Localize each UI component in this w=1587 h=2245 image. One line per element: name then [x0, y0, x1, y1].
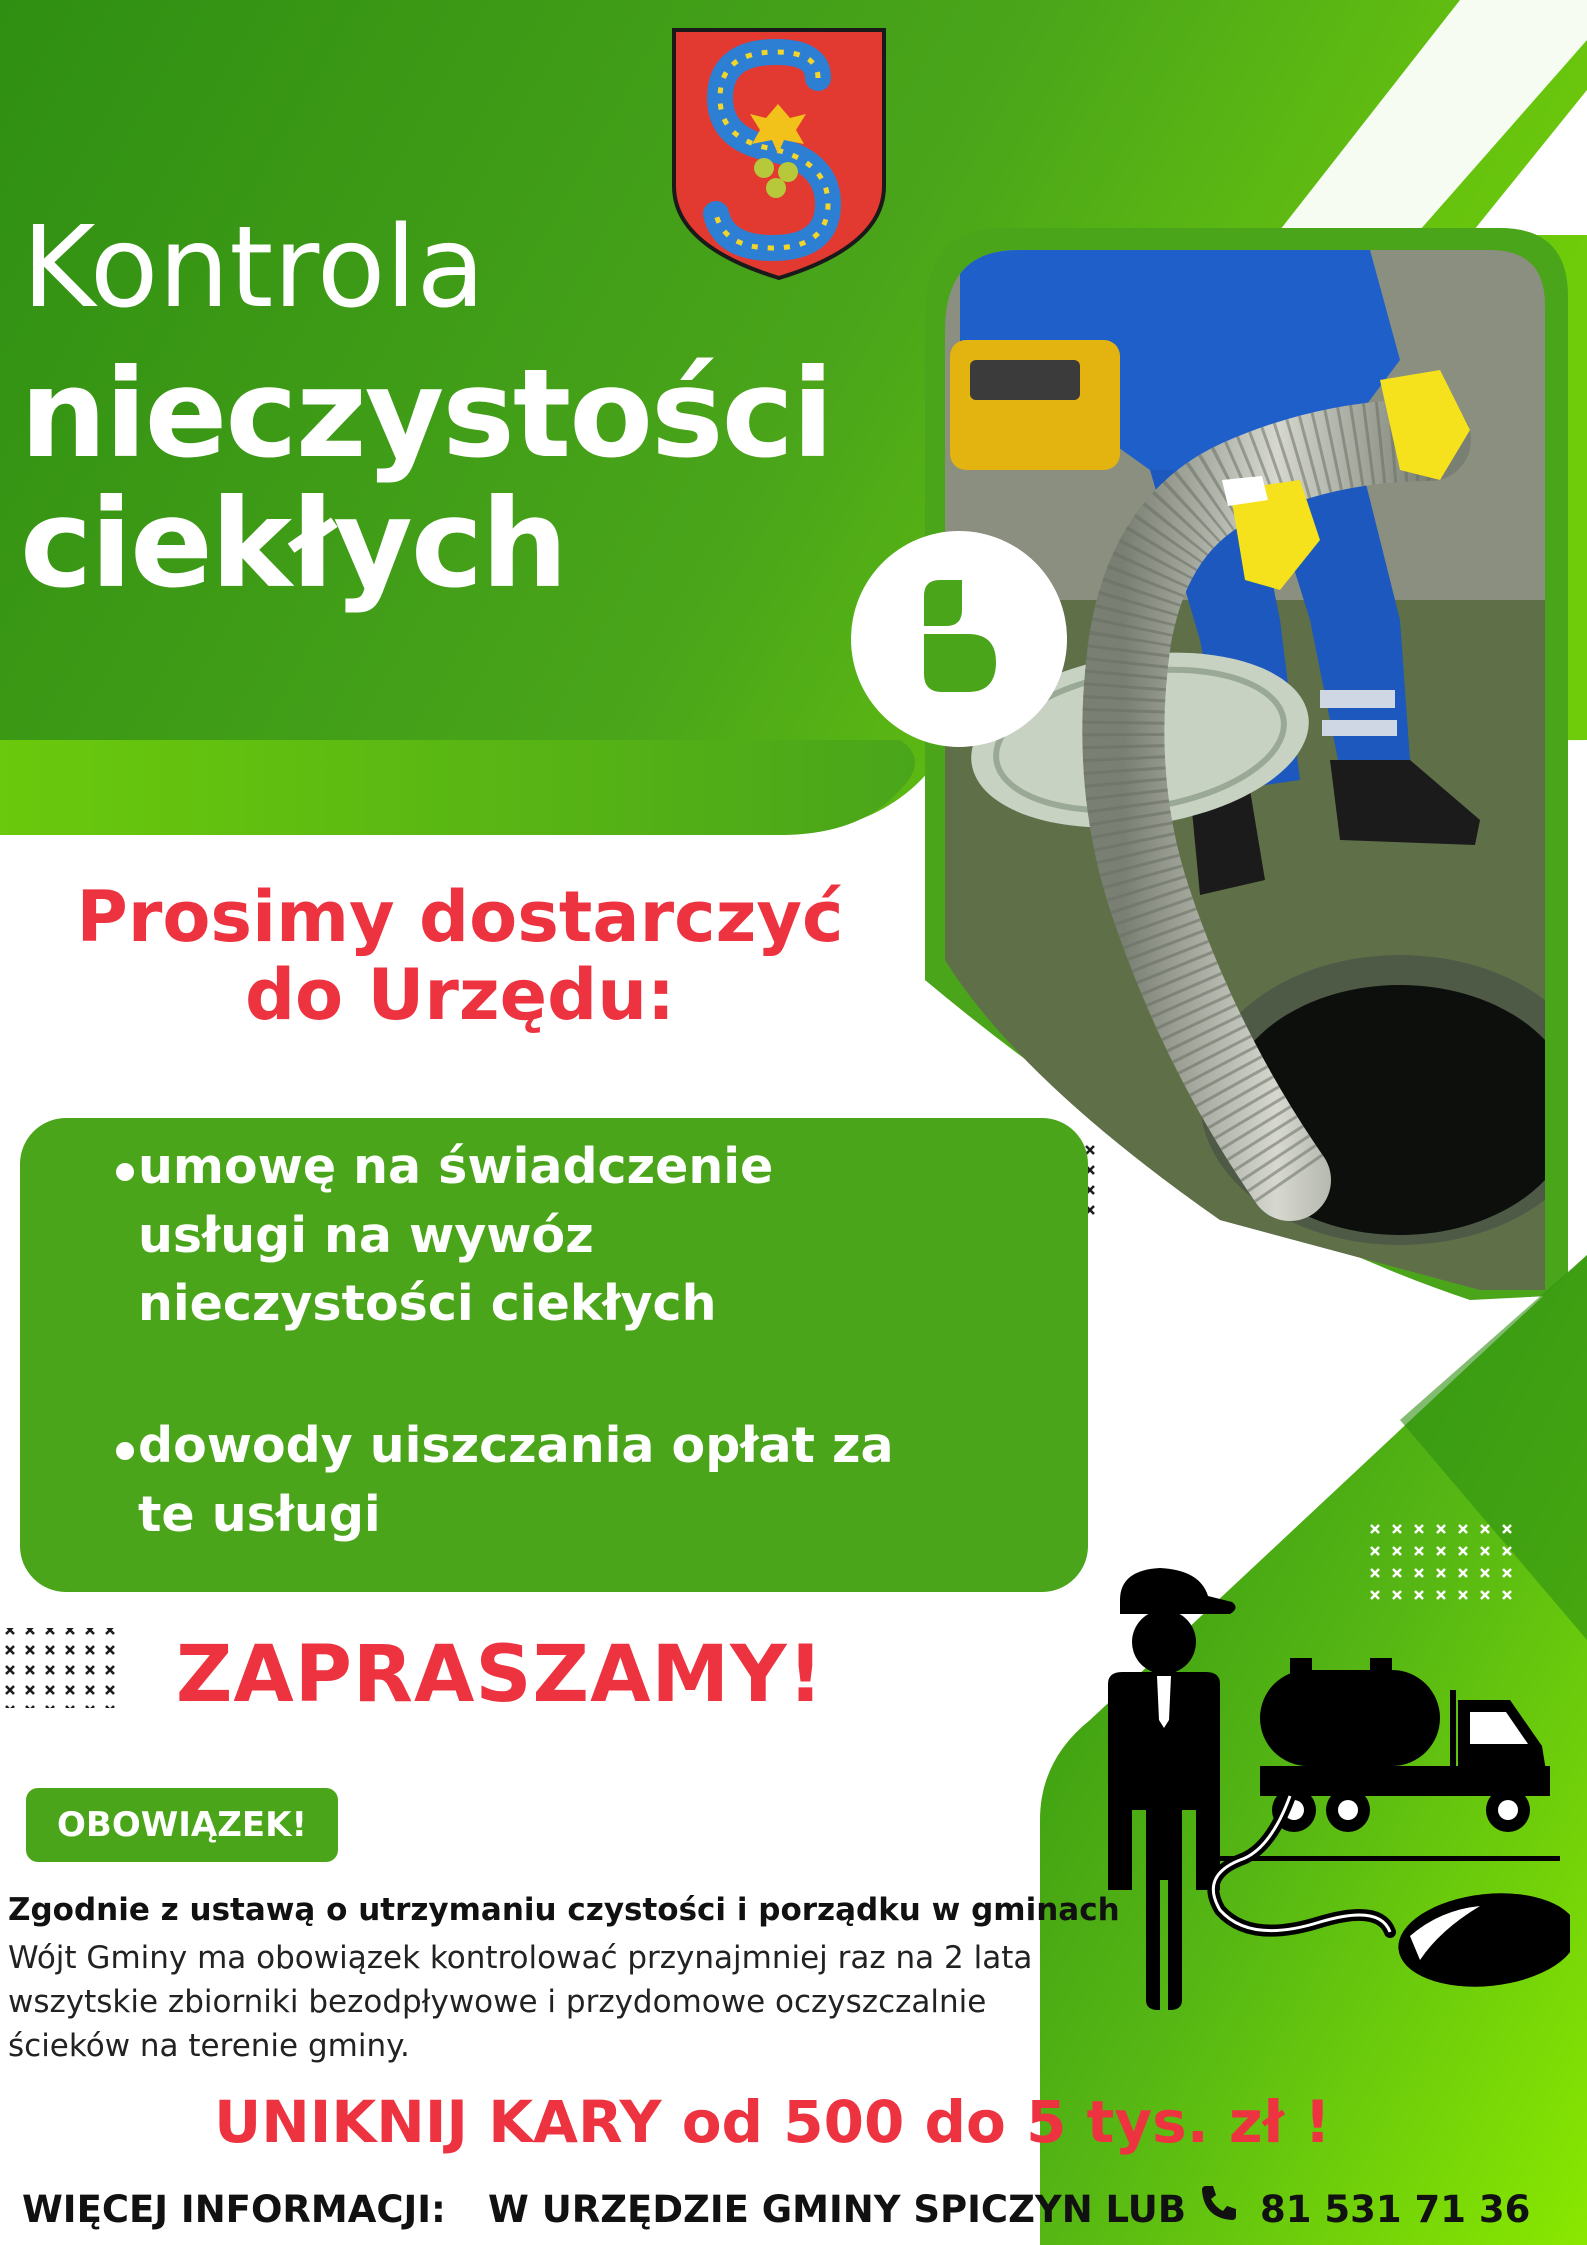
footer-location: W URZĘDZIE GMINY SPICZYN LUB	[488, 2188, 1187, 2231]
law-description	[8, 1936, 1032, 2068]
title-line-2: nieczystości	[20, 343, 832, 485]
request-heading-line-1: Prosimy dostarczyć	[76, 876, 844, 958]
requirement-2-line-2: te usługi	[138, 1485, 381, 1543]
title-line-1: Kontrola	[22, 203, 486, 333]
duty-badge: OBOWIĄZEK!	[26, 1788, 338, 1862]
phone-icon	[1198, 2182, 1240, 2224]
septic-service-illustration	[1060, 1560, 1570, 2030]
footer-label: WIĘCEJ INFORMACJI:	[22, 2188, 446, 2231]
title-line-3: ciekłych	[20, 473, 566, 615]
invite-heading: ZAPRASZAMY!	[175, 1630, 825, 1720]
leaf-badge-icon	[850, 530, 1068, 748]
law-line-1: Wójt Gminy ma obowiązek kontrolować przynajmniej raz na 2 lata	[8, 1940, 1033, 1976]
requirement-1-line-2: usługi na wywóz	[138, 1206, 594, 1264]
law-reference: Zgodnie z ustawą o utrzymaniu czystości i porządku w gminach	[8, 1892, 1120, 1928]
worker-icon	[1108, 1568, 1236, 2010]
bullet-2	[116, 1442, 134, 1460]
requirement-item-1	[138, 1133, 773, 1339]
green-band	[0, 740, 915, 835]
law-line-2: wszytskie zbiorniki bezodpływowe i przydomowe oczyszczalnie	[8, 1984, 987, 2021]
request-heading-line-2: do Urzędu:	[244, 954, 676, 1037]
requirement-item-2	[138, 1412, 894, 1549]
requirement-1-line-1: umowę na świadczenie	[138, 1138, 774, 1195]
request-heading	[40, 878, 880, 1035]
bullet-1	[116, 1163, 134, 1181]
requirement-1-line-3: nieczystości ciekłych	[138, 1275, 717, 1333]
footer-phone-number[interactable]: 81 531 71 36	[1260, 2188, 1531, 2231]
penalty-warning: UNIKNIJ KARY od 500 do 5 tys. zł !	[214, 2088, 1331, 2156]
manhole-icon	[1394, 1885, 1570, 1995]
requirement-2-line-1: dowody uiszczania opłat za	[138, 1417, 894, 1474]
law-line-3: ścieków na terenie gminy.	[8, 2028, 410, 2065]
coat-of-arms-emblem	[668, 26, 890, 282]
